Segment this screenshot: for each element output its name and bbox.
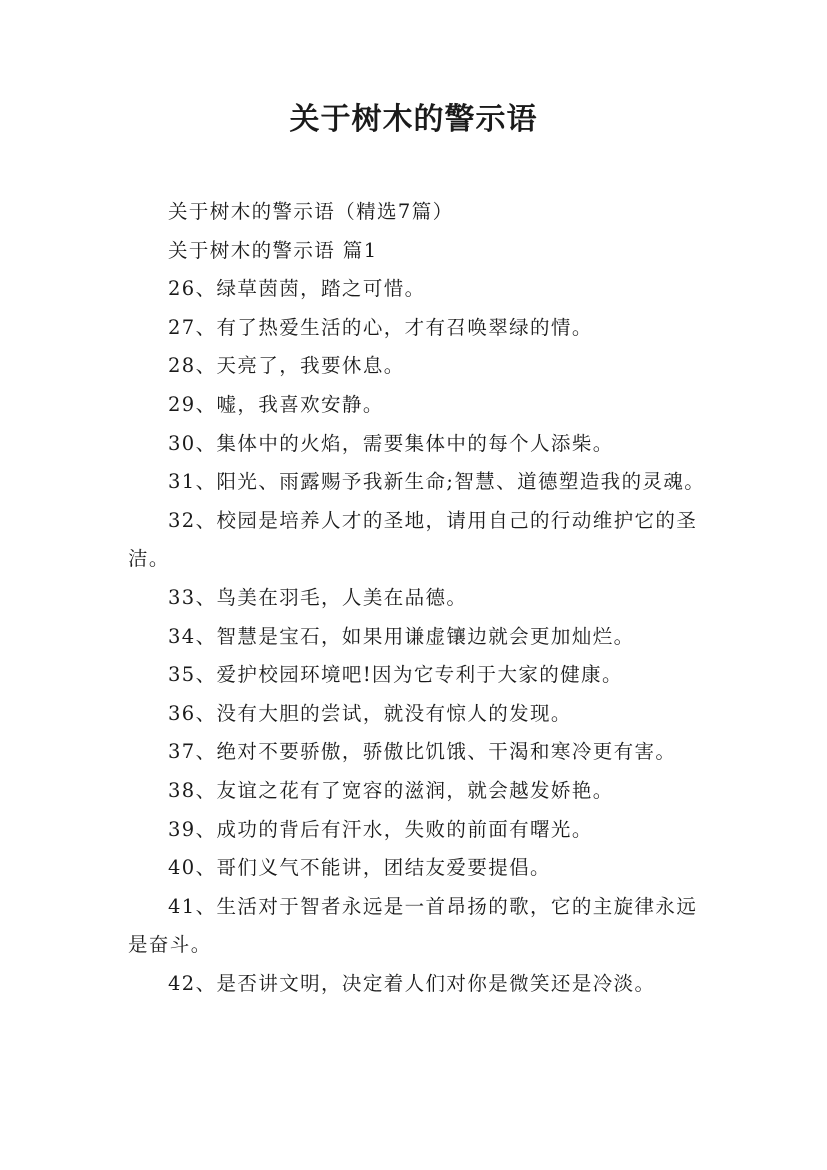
paragraph: 41、生活对于智者永远是一首昂扬的歌，它的主旋律永远是奋斗。 xyxy=(128,894,698,957)
paragraph: 39、成功的背后有汗水，失败的前面有曙光。 xyxy=(168,817,593,841)
paragraph: 30、集体中的火焰，需要集体中的每个人添柴。 xyxy=(168,431,614,455)
document-body xyxy=(128,193,714,1003)
paragraph: 关于树木的警示语（精选7篇） xyxy=(168,200,454,223)
paragraph: 31、阳光、雨露赐予我新生命;智慧、道德塑造我的灵魂。 xyxy=(168,470,706,494)
paragraph: 36、没有大胆的尝试，就没有惊人的发现。 xyxy=(168,701,572,725)
paragraph: 35、爱护校园环境吧!因为它专利于大家的健康。 xyxy=(168,663,623,687)
paragraph: 40、哥们义气不能讲，团结友爱要提倡。 xyxy=(168,856,551,880)
paragraph: 26、绿草茵茵，踏之可惜。 xyxy=(168,277,426,301)
paragraph: 37、绝对不要骄傲，骄傲比饥饿、干渴和寒冷更有害。 xyxy=(168,740,677,764)
paragraph: 42、是否讲文明，决定着人们对你是微笑还是冷淡。 xyxy=(168,971,656,995)
paragraph: 28、天亮了，我要休息。 xyxy=(168,354,405,378)
document-title: 关于树木的警示语 xyxy=(289,102,538,137)
paragraph: 33、鸟美在羽毛，人美在品德。 xyxy=(168,585,468,609)
paragraph: 关于树木的警示语 篇1 xyxy=(168,238,378,262)
paragraph: 34、智慧是宝石，如果用谦虚镶边就会更加灿烂。 xyxy=(168,624,635,648)
paragraph: 27、有了热爱生活的心，才有召唤翠绿的情。 xyxy=(168,315,593,339)
paragraph: 38、友谊之花有了宽容的滋润，就会越发娇艳。 xyxy=(168,778,614,802)
paragraph: 32、校园是培养人才的圣地，请用自己的行动维护它的圣洁。 xyxy=(128,508,698,571)
paragraph: 29、嘘，我喜欢安静。 xyxy=(168,392,384,416)
